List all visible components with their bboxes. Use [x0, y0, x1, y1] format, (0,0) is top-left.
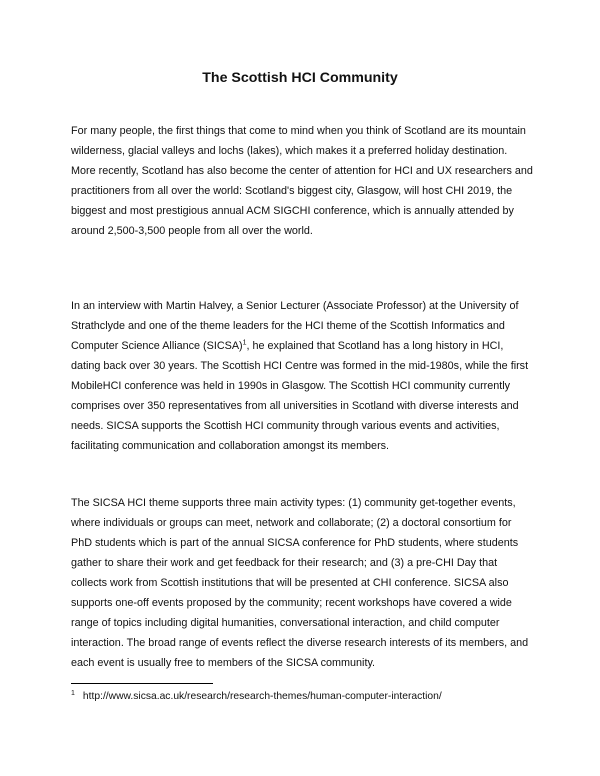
paragraph-interview-text-start: In an interview with Martin Halvey, a Senior Lecturer (Associate Professor) at the University of Strathclyde and one of the theme leaders for the HCI theme of the Scottish Informatics and Computer Science Alliance (SICSA) [71, 300, 519, 352]
footnote-marker: 1 [71, 689, 75, 697]
paragraph-interview [71, 296, 533, 456]
paragraph-interview-text-end: , he explained that Scotland has a long history in HCI, dating back over 30 years. The Scottish HCI Centre was formed in the mid-1980s, while the first MobileHCI conference was held in 1990s in Glasgow. The Scottish HCI community currently comprises over 350 representatives from all universities in Scotland with diverse interests and needs. SICSA supports the Scottish HCI community through various events and activities, facilitating communication and collaboration amongst its members. [71, 340, 529, 452]
footnote-link[interactable]: http://www.sicsa.ac.uk/research/research-themes/human-computer-interaction/ [82, 691, 442, 702]
paragraph-activities: The SICSA HCI theme supports three main activity types: (1) community get-together events, where individuals or groups can meet, network and collaborate; (2) a doctoral consortium for PhD students which is part of the annual SICSA conference for PhD students, where students gather to share their work and get feedback for their research; and (3) a pre-CHI Day that collects work from Scottish institutions that will be presented at CHI conference. SICSA also supports one-off events proposed by the community; recent workshops have covered a wide range of topics including digital humanities, conversational interaction, and child computer interaction. The broad range of events reflect the diverse research interests of its members, and each event is usually free to members of the SICSA community. [71, 497, 529, 669]
footnote [71, 690, 541, 704]
paragraph-intro: For many people, the first things that come to mind when you think of Scotland are its mountain wilderness, glacial valleys and lochs (lakes), which makes it a preferred holiday destination. More recently, Scotland has also become the center of attention for HCI and UX researchers and practitioners from all over the world: Scotland's biggest city, Glasgow, will host CHI 2019, the biggest and most prestigious annual ACM SIGCHI conference, which is annually attended by around 2,500-3,500 people from all over the world. [71, 125, 533, 237]
footnote-divider [71, 683, 213, 684]
page-title: The Scottish HCI Community [202, 70, 398, 86]
footnote-reference[interactable]: 1 [242, 339, 247, 347]
